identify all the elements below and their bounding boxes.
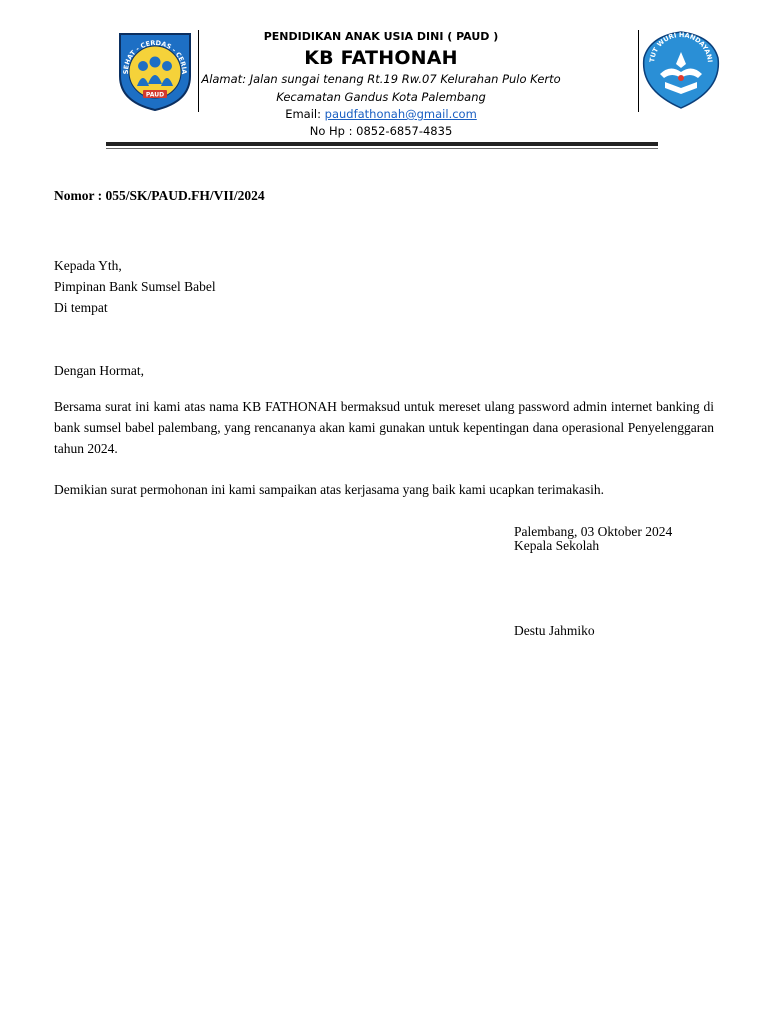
- header-rule-thick: [106, 142, 658, 146]
- school-name: KB FATHONAH: [304, 47, 458, 69]
- paud-logo: [112, 28, 198, 112]
- phone-number: No Hp : 0852-6857-4835: [309, 124, 453, 138]
- recipient-place: Di tempat: [54, 300, 108, 315]
- salutation: Dengan Hormat,: [54, 363, 144, 378]
- svg-text:TUT WURI HANDAYANI: TUT WURI HANDAYANI: [648, 30, 714, 63]
- recipient-greeting: Kepada Yth,: [54, 258, 122, 273]
- email-line: [200, 107, 562, 121]
- body-paragraph-2: Demikian surat permohonan ini kami sampaikan atas kerjasama yang baik kami ucapkan terimakasih.: [54, 482, 604, 497]
- svg-text:SEHAT - CERDAS - CERIA: SEHAT - CERDAS - CERIA: [121, 38, 189, 75]
- header-divider-right: [638, 30, 639, 112]
- body-paragraph-1: Bersama surat ini kami atas nama KB FATHONAH bermaksud untuk mereset ulang password admin internet banking di bank sumsel babel palembang, yang rencananya akan kami gunakan untuk kepentingan dana operasional Penyelenggaran tahun 2024.: [54, 399, 714, 456]
- address-line-1: Alamat: Jalan sungai tenang Rt.19 Rw.07 Kelurahan Pulo Kerto: [201, 72, 561, 86]
- tut-wuri-handayani-logo: [640, 28, 722, 112]
- address-line-2: Kecamatan Gandus Kota Palembang: [276, 90, 486, 104]
- header-rule-thin: [106, 148, 658, 149]
- organization-type: PENDIDIKAN ANAK USIA DINI ( PAUD ): [263, 30, 499, 43]
- svg-text:PAUD: PAUD: [145, 91, 165, 99]
- email-label: Email:: [285, 107, 325, 121]
- signature-title: Kepala Sekolah: [514, 538, 600, 553]
- recipient-name: Pimpinan Bank Sumsel Babel: [54, 279, 216, 294]
- signatory-name: Destu Jahmiko: [514, 623, 595, 638]
- email-link[interactable]: paudfathonah@gmail.com: [324, 107, 477, 121]
- signature-place-date: Palembang, 03 Oktober 2024: [514, 524, 673, 539]
- header-divider-left: [198, 30, 199, 112]
- letter-number: Nomor : 055/SK/PAUD.FH/VII/2024: [54, 188, 265, 203]
